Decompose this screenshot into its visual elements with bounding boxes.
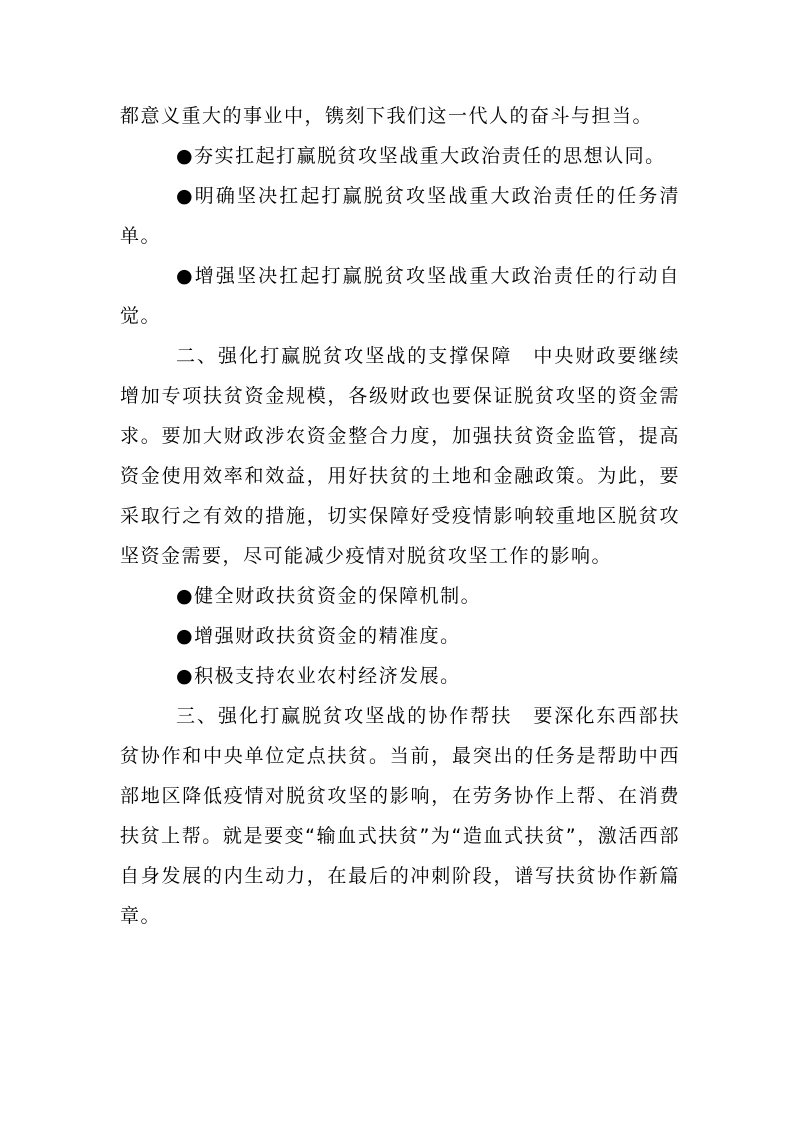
- bullet-item: ●积极支持农业农村经济发展。: [176, 665, 461, 687]
- bullet-item: ●健全财政扶贫资金的保障机制。: [176, 585, 482, 607]
- bullet-item: ●夯实扛起打赢脱贫攻坚战重大政治责任的思想认同。: [176, 145, 666, 167]
- paragraph-continuation: 都意义重大的事业中，镌刻下我们这一代人的奋斗与担当。: [120, 105, 654, 127]
- bullet-item: ●增强坚决扛起打赢脱贫攻坚战重大政治责任的行动自觉。: [120, 265, 680, 327]
- bullet-item: ●明确坚决扛起打赢脱贫攻坚战重大政治责任的任务清单。: [120, 185, 680, 247]
- section-paragraph-three: 三、强化打赢脱贫攻坚战的协作帮扶 要深化东西部扶贫协作和中央单位定点扶贫。当前，最突出的任务是帮助中西部地区降低疫情对脱贫攻坚的影响，在劳务协作上帮、在消费扶贫上帮。就是要变“输血式扶贫”为“造血式扶贫”，激活西部自身发展的内生动力，在最后的冲刺阶段，谱写扶贫协作新篇章。: [120, 705, 680, 927]
- section-paragraph-two: 二、强化打赢脱贫攻坚战的支撑保障 中央财政要继续增加专项扶贫资金规模，各级财政也要保证脱贫攻坚的资金需求。要加大财政涉农资金整合力度，加强扶贫资金监管，提高资金使用效率和效益，用好扶贫的土地和金融政策。为此，要采取行之有效的措施，切实保障好受疫情影响较重地区脱贫攻坚资金需要，尽可能减少疫情对脱贫攻坚工作的影响。: [120, 345, 680, 567]
- bullet-item: ●增强财政扶贫资金的精准度。: [176, 625, 461, 647]
- document-body: [120, 96, 680, 936]
